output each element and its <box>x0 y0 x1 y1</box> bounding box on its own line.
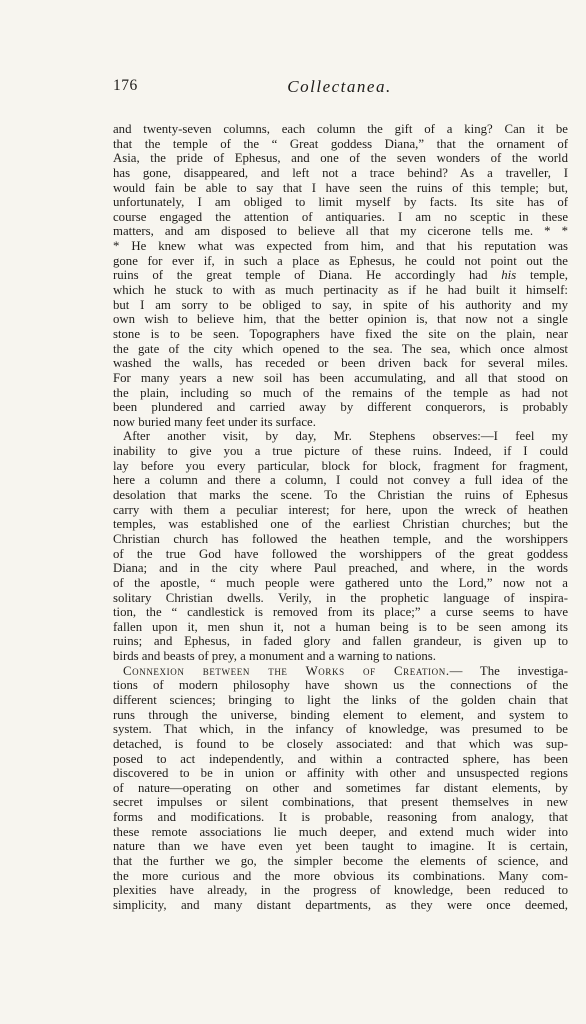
text-line: which he stuck to with as much pertinacity as if he had built it himself: <box>113 283 568 298</box>
text-line: nature than we have even yet been taught to imagine. It is certain, <box>113 839 568 854</box>
page-number: 176 <box>113 77 138 94</box>
text-line: For many years a new soil has been accumulating, and all that stood on <box>113 370 568 385</box>
page-header <box>113 77 566 101</box>
text-line: Christian church has followed the heathen temple, and the worshippers <box>113 531 568 546</box>
text-line: now buried many feet under its surface. <box>113 414 316 429</box>
text-line: would fain be able to say that I have seen the ruins of this temple; but, <box>113 180 568 195</box>
text-line: of the apostle, “ much people were gathered unto the Lord,” now not a <box>113 575 568 590</box>
text-line: and twenty-seven columns, each column the gift of a king? Can it be <box>113 122 568 136</box>
text-line: has gone, disappeared, and left not a trace behind? As a traveller, I <box>113 165 568 180</box>
text-line: detached, is found to be closely associated: and that which was sup- <box>113 736 568 751</box>
text-segment: temple, <box>529 268 568 283</box>
text-segment: — The investiga- <box>449 663 568 678</box>
emphasis-text: his <box>501 268 517 283</box>
text-segment: ruins of the great temple of Diana. He accordingly had <box>113 268 488 283</box>
text-line: washed the walls, has receded or been driven back for several miles. <box>113 356 568 371</box>
text-line: here a column and there a column, I could not convey a full idea of the <box>113 473 568 488</box>
text-line: ruins; and Ephesus, in faded glory and fallen grandeur, is given up to <box>113 634 568 649</box>
text-line: tion, the “ candlestick is removed from its place;” a curse seems to have <box>113 605 568 620</box>
text-line: gone for ever if, in such a place as Ephesus, he could not point out the <box>113 253 568 268</box>
text-line: stone is to be seen. Topographers have fixed the site on the plain, near <box>113 326 568 341</box>
text-line: system. That which, in the infancy of knowledge, was presumed to be <box>113 722 568 737</box>
body-text <box>113 122 568 913</box>
section-heading-line <box>113 664 568 679</box>
text-line: of the true God have followed the worshippers of the great goddess <box>113 546 568 561</box>
text-line: that the temple of the “ Great goddess Diana,” that the ornament of <box>113 136 568 151</box>
text-line: course engaged the attention of antiquaries. I am no sceptic in these <box>113 209 568 224</box>
text-line: own wish to believe him, that the better opinion is, that now not a single <box>113 312 568 327</box>
text-line: * He knew what was expected from him, and that his reputation was <box>113 239 568 254</box>
text-line: that the further we go, the simpler become the elements of science, and <box>113 854 568 869</box>
text-line: discovered to be in union or affinity with other and unsuspected regions <box>113 766 568 781</box>
text-line: but I am sorry to be obliged to say, in spite of his authority and my <box>113 297 568 312</box>
text-line: birds and beasts of prey, a monument and a warning to nations. <box>113 649 436 664</box>
text-line: inability to give you a true picture of these ruins. Indeed, if I could <box>113 444 568 459</box>
text-line: plexities have already, in the progress of knowledge, been reduced to <box>113 883 568 898</box>
text-line: After another visit, by day, Mr. Stephens observes:—I feel my <box>123 429 568 444</box>
text-line: the more curious and the more obvious its combinations. Many com- <box>113 868 568 883</box>
text-line: these remote associations lie much deeper, and extend much wider into <box>113 824 568 839</box>
running-title: Collectanea. <box>287 77 392 96</box>
text-line: Asia, the pride of Ephesus, and one of the seven wonders of the world <box>113 151 568 166</box>
text-line: lay before you every particular, block for block, fragment for fragment, <box>113 458 568 473</box>
text-line: the gate of the city which opened to the sea. The sea, which once almost <box>113 341 568 356</box>
text-line: runs through the universe, binding element to element, and system to <box>113 707 568 722</box>
text-line: secret impulses or silent combinations, that present themselves in new <box>113 795 568 810</box>
text-line: the plain, including so much of the remains of the temple as had not <box>113 385 568 400</box>
text-line: been plundered and carried away by different conquerors, is probably <box>113 400 568 415</box>
text-line: desolation that marks the scene. To the Christian the ruins of Ephesus <box>113 488 568 503</box>
text-line: posed to act independently, and within a contracted sphere, has been <box>113 751 568 766</box>
text-line: tions of modern philosophy have shown us the connections of the <box>113 678 568 693</box>
text-line: matters, and am disposed to believe all that my cicerone tells me. * * <box>113 224 568 239</box>
text-line: forms and modifications. It is probable, reasoning from analogy, that <box>113 810 568 825</box>
text-line: fallen upon it, men shun it, not a human being is to be seen among its <box>113 619 568 634</box>
text-line: of nature—operating on other and sometimes far distant elements, by <box>113 780 568 795</box>
text-line: temples, was established one of the earliest Christian churches; but the <box>113 517 568 532</box>
text-line: carry with them a peculiar interest; for here, upon the wreck of heathen <box>113 502 568 517</box>
text-line: solitary Christian dwells. Verily, in the prophetic language of inspira- <box>113 590 568 605</box>
text-line-mixed <box>113 268 568 283</box>
text-line: Diana; and in the city where Paul preached, and where, in the words <box>113 561 568 576</box>
section-heading: Connexion between the Works of Creation. <box>123 663 450 678</box>
text-line: unfortunately, I am obliged to limit myself by facts. Its site has of <box>113 195 568 210</box>
text-line: simplicity, and many distant departments, as they were once deemed, <box>113 897 568 912</box>
text-line: different sciences; bringing to light the links of the golden chain that <box>113 692 568 707</box>
